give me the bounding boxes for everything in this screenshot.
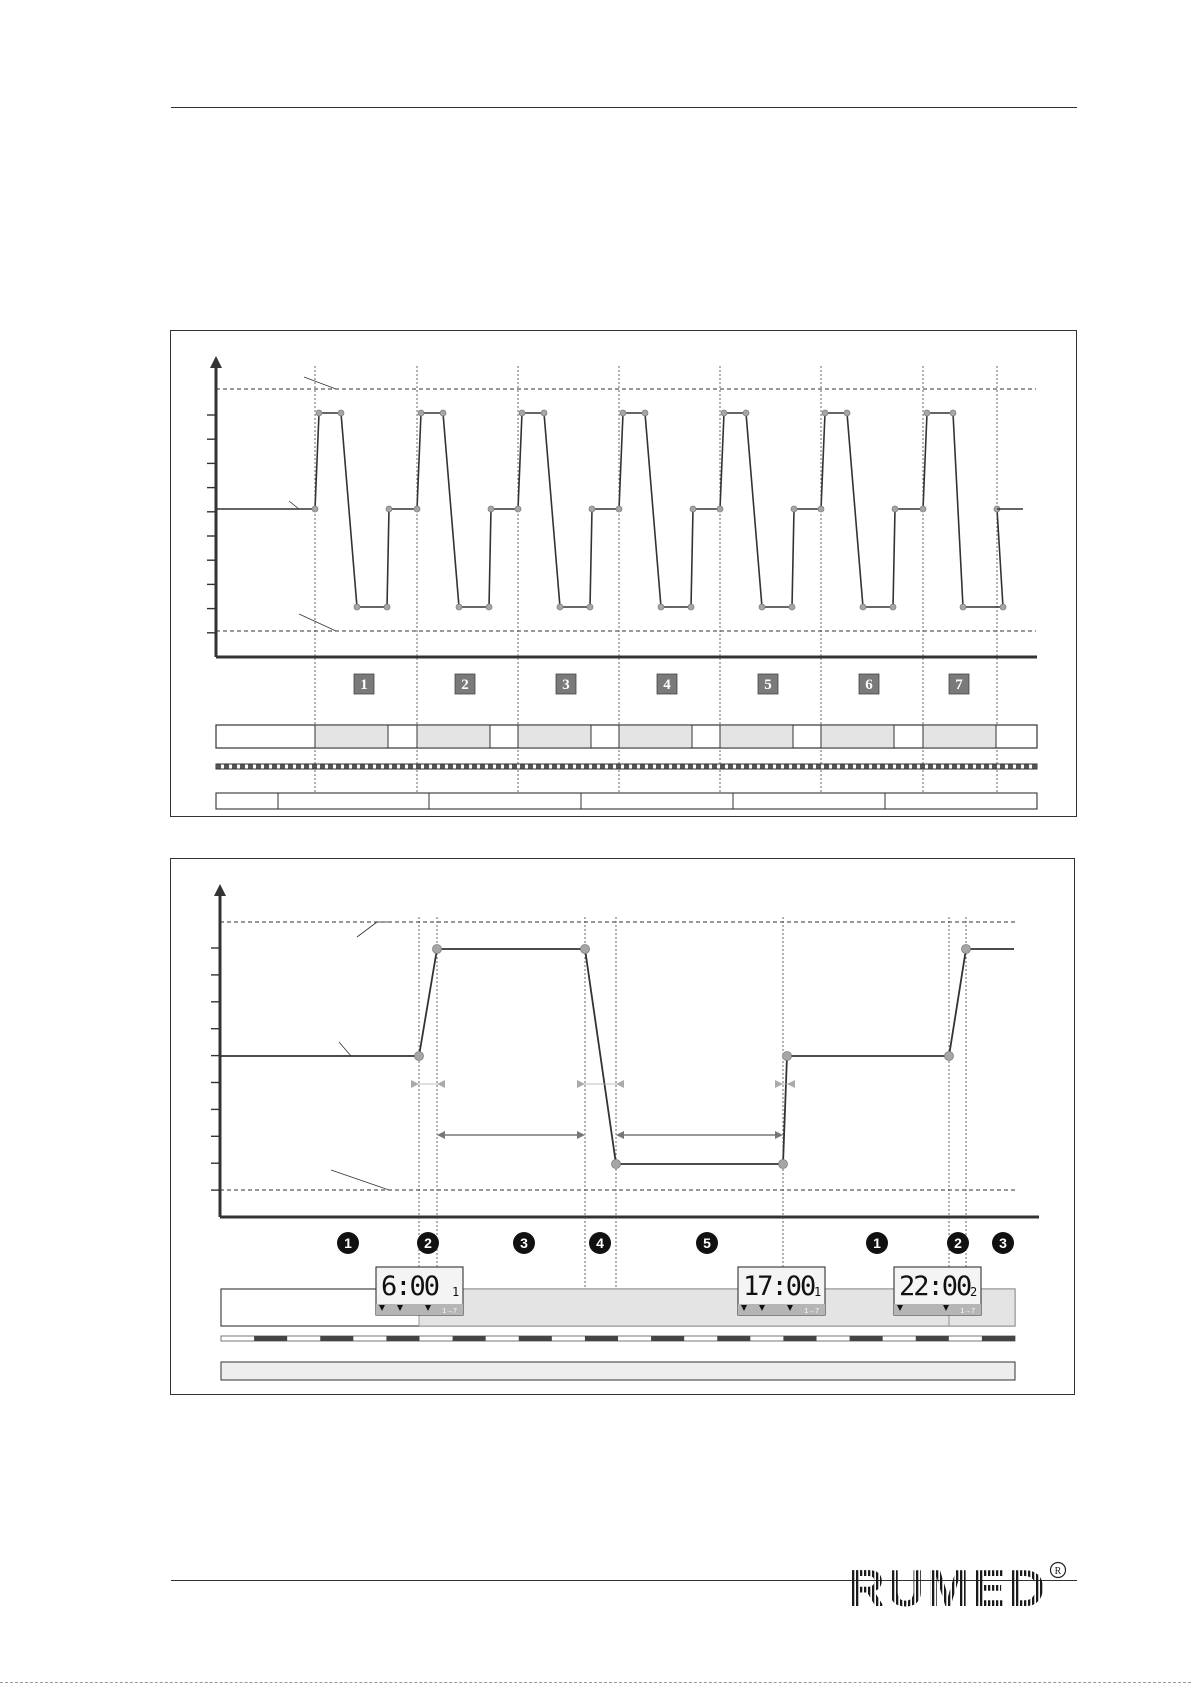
logo-stripe xyxy=(1004,1560,1006,1612)
phase-marker-number: 1 xyxy=(344,1235,352,1251)
day-profile-line xyxy=(923,413,1003,607)
profile-point xyxy=(890,604,896,610)
phase-marker-number: 2 xyxy=(424,1235,432,1251)
page-crop-line xyxy=(0,1682,1191,1683)
profile-point xyxy=(717,506,723,512)
program-bar-active-segment xyxy=(315,725,388,748)
logo-stripe xyxy=(860,1560,862,1612)
day-badge-number: 4 xyxy=(663,677,671,693)
logo-stripe xyxy=(852,1560,854,1612)
logo-stripe xyxy=(932,1560,934,1612)
logo-stripe xyxy=(936,1560,938,1612)
logo-stripe xyxy=(1020,1560,1022,1612)
logo-stripe xyxy=(868,1560,870,1612)
phase-marker-number: 1 xyxy=(873,1235,881,1251)
profile-point xyxy=(822,410,828,416)
logo-stripe xyxy=(1008,1560,1010,1612)
logo-stripe xyxy=(972,1560,974,1612)
logo-stripe xyxy=(872,1560,874,1612)
logo-stripe xyxy=(992,1560,994,1612)
phase-marker-number: 4 xyxy=(596,1235,604,1251)
profile-point xyxy=(486,604,492,610)
profile-point xyxy=(418,410,424,416)
day-badge-number: 1 xyxy=(360,677,368,693)
profile-point xyxy=(620,410,626,416)
logo-stripe xyxy=(1032,1560,1034,1612)
day-bar xyxy=(221,1362,1015,1380)
profile-point xyxy=(386,506,392,512)
logo-stripe xyxy=(1024,1560,1026,1612)
logo-stripe xyxy=(864,1560,866,1612)
profile-point xyxy=(892,506,898,512)
profile-point xyxy=(433,945,442,954)
profile-point xyxy=(920,506,926,512)
logo-stripe xyxy=(1012,1560,1014,1612)
controller-display xyxy=(738,1267,825,1315)
time-strip-hour-mark xyxy=(783,1336,816,1341)
logo-stripe xyxy=(988,1560,990,1612)
profile-point xyxy=(844,410,850,416)
program-bar-active-segment xyxy=(518,725,591,748)
week-bar xyxy=(216,793,1037,809)
display-day-range: 1→7 xyxy=(804,1308,819,1315)
program-bar-active-segment xyxy=(720,725,793,748)
lower-limit-leader xyxy=(331,1170,389,1190)
logo-stripe xyxy=(884,1560,886,1612)
day-badge-number: 6 xyxy=(865,677,873,693)
program-bar-active-segment xyxy=(419,1289,949,1326)
registered-mark-text: R xyxy=(1054,1566,1062,1577)
day-badge-number: 2 xyxy=(461,677,469,693)
y-axis-arrow-icon xyxy=(210,356,222,368)
logo-stripe xyxy=(1048,1560,1050,1612)
profile-point xyxy=(960,604,966,610)
profile-point xyxy=(581,945,590,954)
day-profile-line xyxy=(619,413,720,607)
profile-point xyxy=(779,1160,788,1169)
day-badge-number: 3 xyxy=(562,677,570,693)
profile-point xyxy=(312,506,318,512)
logo-stripe xyxy=(904,1560,906,1612)
logo-stripe xyxy=(976,1560,978,1612)
logo-stripe xyxy=(1044,1560,1046,1612)
logo-stripe xyxy=(876,1560,878,1612)
logo-stripe xyxy=(980,1560,982,1612)
logo-text xyxy=(848,1560,1050,1612)
day-program-plot xyxy=(171,859,1076,1396)
display-time: 17:00 xyxy=(743,1271,815,1302)
controller-display xyxy=(376,1267,463,1315)
time-strip-hour-mark xyxy=(254,1336,287,1341)
logo-stripe xyxy=(1000,1560,1002,1612)
logo-stripe xyxy=(956,1560,958,1612)
program-bar-active-segment xyxy=(923,725,996,748)
logo-stripe xyxy=(984,1560,986,1612)
middle-level-leader xyxy=(339,1042,351,1056)
display-time: 6:00 xyxy=(381,1271,439,1302)
day-program-diagram xyxy=(170,858,1075,1395)
arrow-left-icon xyxy=(437,1131,445,1139)
logo-stripe xyxy=(916,1560,918,1612)
logo-stripe xyxy=(908,1560,910,1612)
profile-point xyxy=(783,1052,792,1061)
profile-point xyxy=(612,1160,621,1169)
display-day-range: 1→7 xyxy=(442,1308,457,1315)
logo-stripe xyxy=(944,1560,946,1612)
profile-point xyxy=(440,410,446,416)
profile-point xyxy=(818,506,824,512)
logo-stripe xyxy=(960,1560,962,1612)
day-badge-number: 5 xyxy=(764,677,772,693)
display-program-number: 1 xyxy=(452,1285,460,1299)
lower-limit-leader xyxy=(299,614,336,631)
time-strip-hour-mark xyxy=(585,1336,618,1341)
logo-stripe xyxy=(924,1560,926,1612)
profile-point xyxy=(616,506,622,512)
header-rule xyxy=(171,107,1077,108)
profile-point xyxy=(743,410,749,416)
profile-point xyxy=(415,1052,424,1061)
ramp-arrow-icon xyxy=(616,1080,624,1088)
profile-point xyxy=(690,506,696,512)
upper-limit-leader xyxy=(357,922,377,937)
profile-point xyxy=(759,604,765,610)
logo-stripe xyxy=(880,1560,882,1612)
logo-stripe xyxy=(856,1560,858,1612)
profile-point xyxy=(519,410,525,416)
logo-stripe xyxy=(888,1560,890,1612)
logo-stripe xyxy=(912,1560,914,1612)
profile-point xyxy=(541,410,547,416)
logo-stripe xyxy=(848,1560,850,1612)
day-profile-line xyxy=(720,413,821,607)
profile-point xyxy=(515,506,521,512)
profile-point xyxy=(791,506,797,512)
profile-point xyxy=(316,410,322,416)
ramp-arrow-icon xyxy=(775,1080,783,1088)
logo-stripe xyxy=(964,1560,966,1612)
arrow-right-icon xyxy=(775,1131,783,1139)
logo-stripe xyxy=(900,1560,902,1612)
day-profile-line xyxy=(315,413,416,607)
profile-point xyxy=(557,604,563,610)
display-program-number: 1 xyxy=(814,1285,822,1299)
ramp-arrow-icon xyxy=(437,1080,445,1088)
week-program-diagram xyxy=(170,330,1077,817)
arrow-left-icon xyxy=(616,1131,624,1139)
y-axis-arrow-icon xyxy=(214,884,226,896)
profile-point xyxy=(642,410,648,416)
week-program-plot xyxy=(171,331,1078,818)
profile-point xyxy=(924,410,930,416)
profile-point xyxy=(945,1052,954,1061)
logo-stripe xyxy=(968,1560,970,1612)
logo-stripe xyxy=(952,1560,954,1612)
profile-point xyxy=(338,410,344,416)
day-profile-line xyxy=(518,413,619,607)
profile-point xyxy=(688,604,694,610)
upper-limit-leader xyxy=(304,377,336,389)
day-profile-line xyxy=(417,413,518,607)
profile-point xyxy=(384,604,390,610)
time-strip-hour-mark xyxy=(386,1336,419,1341)
profile-point xyxy=(789,604,795,610)
logo-stripe xyxy=(896,1560,898,1612)
time-strip-hour-mark xyxy=(916,1336,949,1341)
rumed-logo xyxy=(848,1560,1068,1618)
time-strip-hour-mark xyxy=(320,1336,353,1341)
logo-stripe xyxy=(928,1560,930,1612)
profile-point xyxy=(589,506,595,512)
arrow-right-icon xyxy=(577,1131,585,1139)
program-bar-active-segment xyxy=(619,725,692,748)
profile-point xyxy=(950,410,956,416)
display-program-number: 2 xyxy=(970,1285,978,1299)
time-strip-hour-mark xyxy=(519,1336,552,1341)
time-strip-hour-mark xyxy=(982,1336,1015,1341)
phase-marker-number: 3 xyxy=(999,1235,1007,1251)
ramp-arrow-icon xyxy=(411,1080,419,1088)
profile-point xyxy=(456,604,462,610)
phase-marker-number: 3 xyxy=(520,1235,528,1251)
time-strip-hour-mark xyxy=(717,1336,750,1341)
logo-stripe xyxy=(1040,1560,1042,1612)
profile-point xyxy=(962,945,971,954)
time-strip-hour-mark xyxy=(850,1336,883,1341)
display-day-range: 1→7 xyxy=(960,1308,975,1315)
day-badge-number: 7 xyxy=(955,677,963,693)
profile-point xyxy=(1000,604,1006,610)
rumed-logo-mark: RUMED R xyxy=(848,1560,1068,1612)
logo-stripe xyxy=(1028,1560,1030,1612)
profile-point xyxy=(354,604,360,610)
logo-stripe xyxy=(948,1560,950,1612)
program-bar-active-segment xyxy=(821,725,894,748)
logo-stripe xyxy=(1016,1560,1018,1612)
profile-point xyxy=(488,506,494,512)
profile-point xyxy=(414,506,420,512)
logo-stripe xyxy=(940,1560,942,1612)
logo-stripe xyxy=(996,1560,998,1612)
time-strip-hour-mark xyxy=(651,1336,684,1341)
time-strip-hour-mark xyxy=(453,1336,486,1341)
ramp-arrow-icon xyxy=(787,1080,795,1088)
logo-stripe xyxy=(1036,1560,1038,1612)
program-bar-active-segment xyxy=(417,725,490,748)
phase-marker-number: 5 xyxy=(703,1235,711,1251)
ramp-arrow-icon xyxy=(577,1080,585,1088)
profile-point xyxy=(658,604,664,610)
controller-display xyxy=(894,1267,981,1315)
temperature-profile-line xyxy=(220,949,1014,1164)
phase-marker-number: 2 xyxy=(954,1235,962,1251)
middle-level-leader xyxy=(289,501,299,509)
profile-point xyxy=(721,410,727,416)
day-profile-line xyxy=(821,413,922,607)
profile-point xyxy=(587,604,593,610)
display-time: 22:00 xyxy=(899,1271,971,1302)
logo-stripe xyxy=(920,1560,922,1612)
logo-stripe xyxy=(892,1560,894,1612)
profile-point xyxy=(860,604,866,610)
